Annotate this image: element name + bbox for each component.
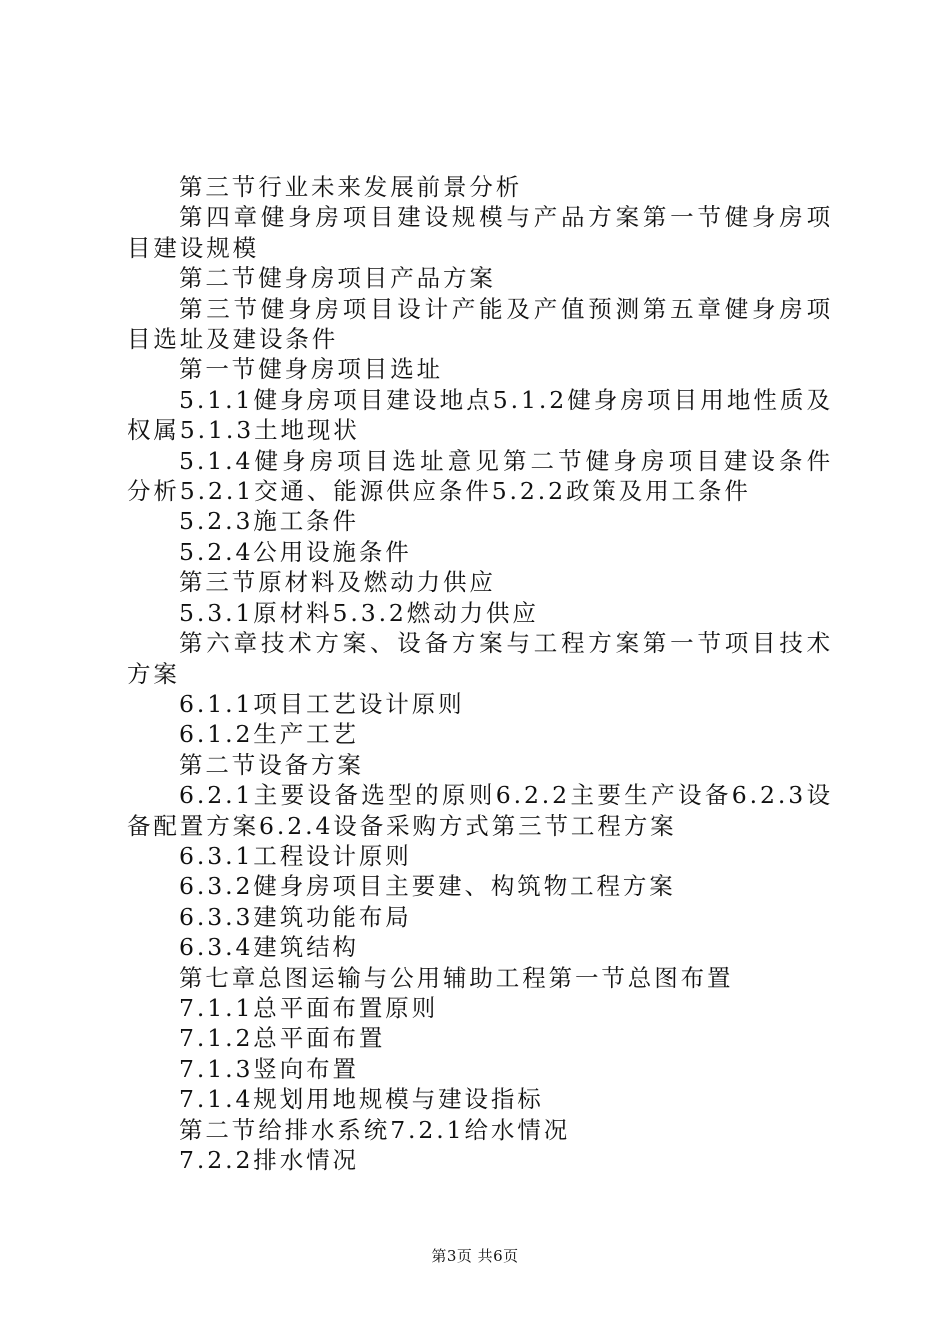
paragraph: 5.1.1健身房项目建设地点5.1.2健身房项目用地性质及权属5.1.3土地现状 <box>127 385 833 445</box>
paragraph: 5.2.3施工条件 <box>179 507 359 536</box>
paragraph: 6.3.1工程设计原则 <box>179 841 412 870</box>
paragraph: 第三节健身房项目设计产能及产值预测第五章健身房项目选址及建设条件 <box>127 294 833 354</box>
paragraph: 7.1.1总平面布置原则 <box>179 993 439 1022</box>
paragraph: 第一节健身房项目选址 <box>179 355 443 384</box>
paragraph: 5.3.1原材料5.3.2燃动力供应 <box>179 598 539 627</box>
paragraph: 第二节健身房项目产品方案 <box>179 264 496 293</box>
paragraph: 7.1.4规划用地规模与建设指标 <box>179 1085 544 1114</box>
paragraph: 第二节设备方案 <box>179 750 364 779</box>
paragraph: 第七章总图运输与公用辅助工程第一节总图布置 <box>179 963 734 992</box>
paragraph: 第六章技术方案、设备方案与工程方案第一节项目技术方案 <box>127 629 833 688</box>
paragraph: 6.2.1主要设备选型的原则6.2.2主要生产设备6.2.3设备配置方案6.2.4设备采购方式第三节工程方案 <box>127 781 833 840</box>
paragraph: 6.1.2生产工艺 <box>179 720 359 749</box>
document-body <box>127 172 833 1175</box>
paragraph: 第四章健身房项目建设规模与产品方案第一节健身房项目建设规模 <box>127 203 833 262</box>
paragraph: 6.3.2健身房项目主要建、构筑物工程方案 <box>179 872 676 901</box>
paragraph: 第三节原材料及燃动力供应 <box>179 568 496 597</box>
paragraph: 6.3.4建筑结构 <box>179 933 359 962</box>
page-number-footer: 第3页 共6页 <box>431 1247 519 1265</box>
paragraph: 7.1.2总平面布置 <box>179 1024 386 1053</box>
paragraph: 6.3.3建筑功能布局 <box>179 902 412 931</box>
paragraph: 5.2.4公用设施条件 <box>179 537 412 566</box>
paragraph: 第三节行业未来发展前景分析 <box>179 173 523 201</box>
paragraph: 6.1.1项目工艺设计原则 <box>179 689 465 718</box>
paragraph: 7.2.2排水情况 <box>179 1146 359 1174</box>
paragraph: 7.1.3竖向布置 <box>179 1054 359 1083</box>
paragraph: 5.1.4健身房项目选址意见第二节健身房项目建设条件分析5.2.1交通、能源供应条件5.2.2政策及用工条件 <box>127 446 833 506</box>
paragraph: 第二节给排水系统7.2.1给水情况 <box>179 1115 571 1144</box>
